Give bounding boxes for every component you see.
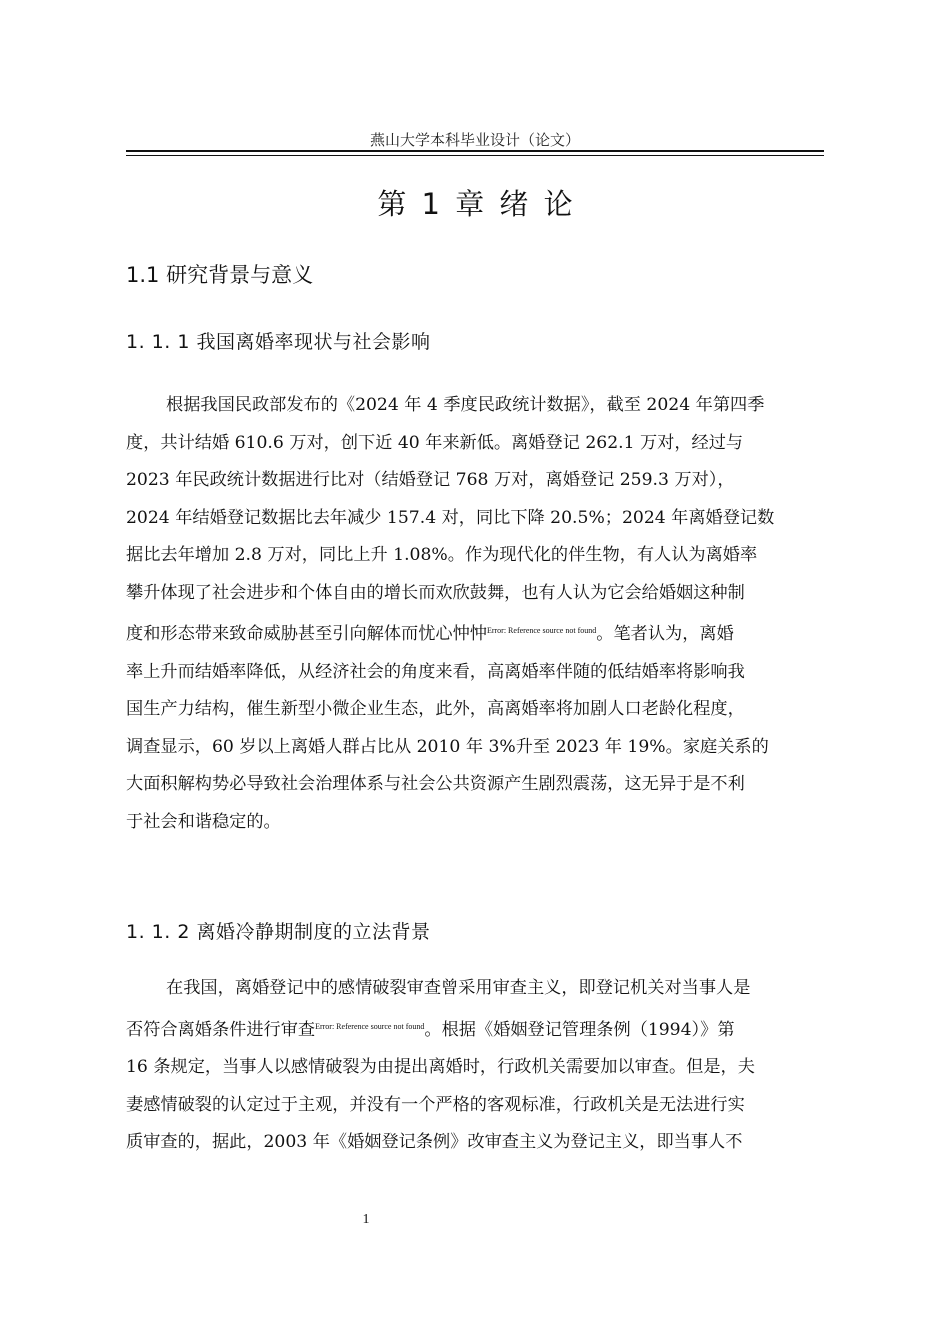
para1-line: 2023 年民政统计数据进行比对（结婚登记 768 万对，离婚登记 259.3 万对）， <box>126 470 735 490</box>
para1-line: 2024 年结婚登记数据比去年减少 157.4 对，同比下降 20.5%；2024 年离婚登记数 <box>126 507 775 528</box>
paragraph-divorce-rate <box>126 387 824 841</box>
page-number: 1 <box>362 1212 370 1227</box>
header-rule-thin <box>126 155 824 156</box>
running-header: 燕山大学本科毕业设计（论文） <box>369 131 580 149</box>
para1-text: 度和形态带来致命威胁甚至引向解体而忧心忡忡 <box>126 624 487 644</box>
para2-line: 妻感情破裂的认定过于主观，并没有一个严格的客观标准，行政机关是无法进行实 <box>126 1094 745 1115</box>
para1-line: 国生产力结构，催生新型小微企业生态，此外，高离婚率将加剧人口老龄化程度， <box>126 699 745 719</box>
para2-line: 在我国，离婚登记中的感情破裂审查曾采用审查主义，即登记机关对当事人是 <box>166 978 751 998</box>
para1-line: 于社会和谐稳定的。 <box>126 811 281 832</box>
para1-line: 据比去年增加 2.8 万对，同比上升 1.08%。作为现代化的伴生物，有人认为离婚率 <box>126 545 758 565</box>
reference-error-2: Error: Reference source not found <box>315 1021 425 1031</box>
section-heading-1-1: 1.1 研究背景与意义 <box>126 263 314 287</box>
para2-line-with-ref <box>126 1008 824 1050</box>
para2-text: 否符合离婚条件进行审查 <box>126 1019 316 1040</box>
para1-line: 调查显示，60 岁以上离婚人群占比从 2010 年 3%升至 2023 年 19%。家庭关系的 <box>126 736 769 757</box>
para1-line: 大面积解构势必导致社会治理体系与社会公共资源产生剧烈震荡，这无异于是不利 <box>126 774 745 794</box>
para2-line: 质审查的，据此，2003 年《婚姻登记条例》改审查主义为登记主义，即当事人不 <box>126 1132 743 1152</box>
paragraph-legislative-background <box>126 970 824 1162</box>
para2-line: 16 条规定，当事人以感情破裂为由提出离婚时，行政机关需要加以审查。但是，夫 <box>126 1057 755 1077</box>
header-rule-thick <box>126 150 824 152</box>
para2-text: 。根据《婚姻登记管理条例（1994）》第 <box>424 1019 735 1040</box>
para1-line: 率上升而结婚率降低，从经济社会的角度来看，高离婚率伴随的低结婚率将影响我 <box>126 661 745 682</box>
para1-line-with-ref <box>126 612 824 654</box>
chapter-title: 第 1 章 绪 论 <box>377 187 573 221</box>
reference-error-1: Error: Reference source not found <box>486 626 597 635</box>
section-heading-1-1-1: 1. 1. 1 我国离婚率现状与社会影响 <box>126 331 431 353</box>
para1-line: 攀升体现了社会进步和个体自由的增长而欢欣鼓舞，也有人认为它会给婚姻这种制 <box>126 582 745 603</box>
section-heading-1-1-2: 1. 1. 2 离婚冷静期制度的立法背景 <box>126 921 431 943</box>
para1-line: 根据我国民政部发布的《2024 年 4 季度民政统计数据》，截至 2024 年第四季 <box>166 395 765 415</box>
para1-text: 。笔者认为，离婚 <box>596 624 734 644</box>
para1-line: 度，共计结婚 610.6 万对，创下近 40 年来新低。离婚登记 262.1 万对，经过与 <box>126 432 744 453</box>
